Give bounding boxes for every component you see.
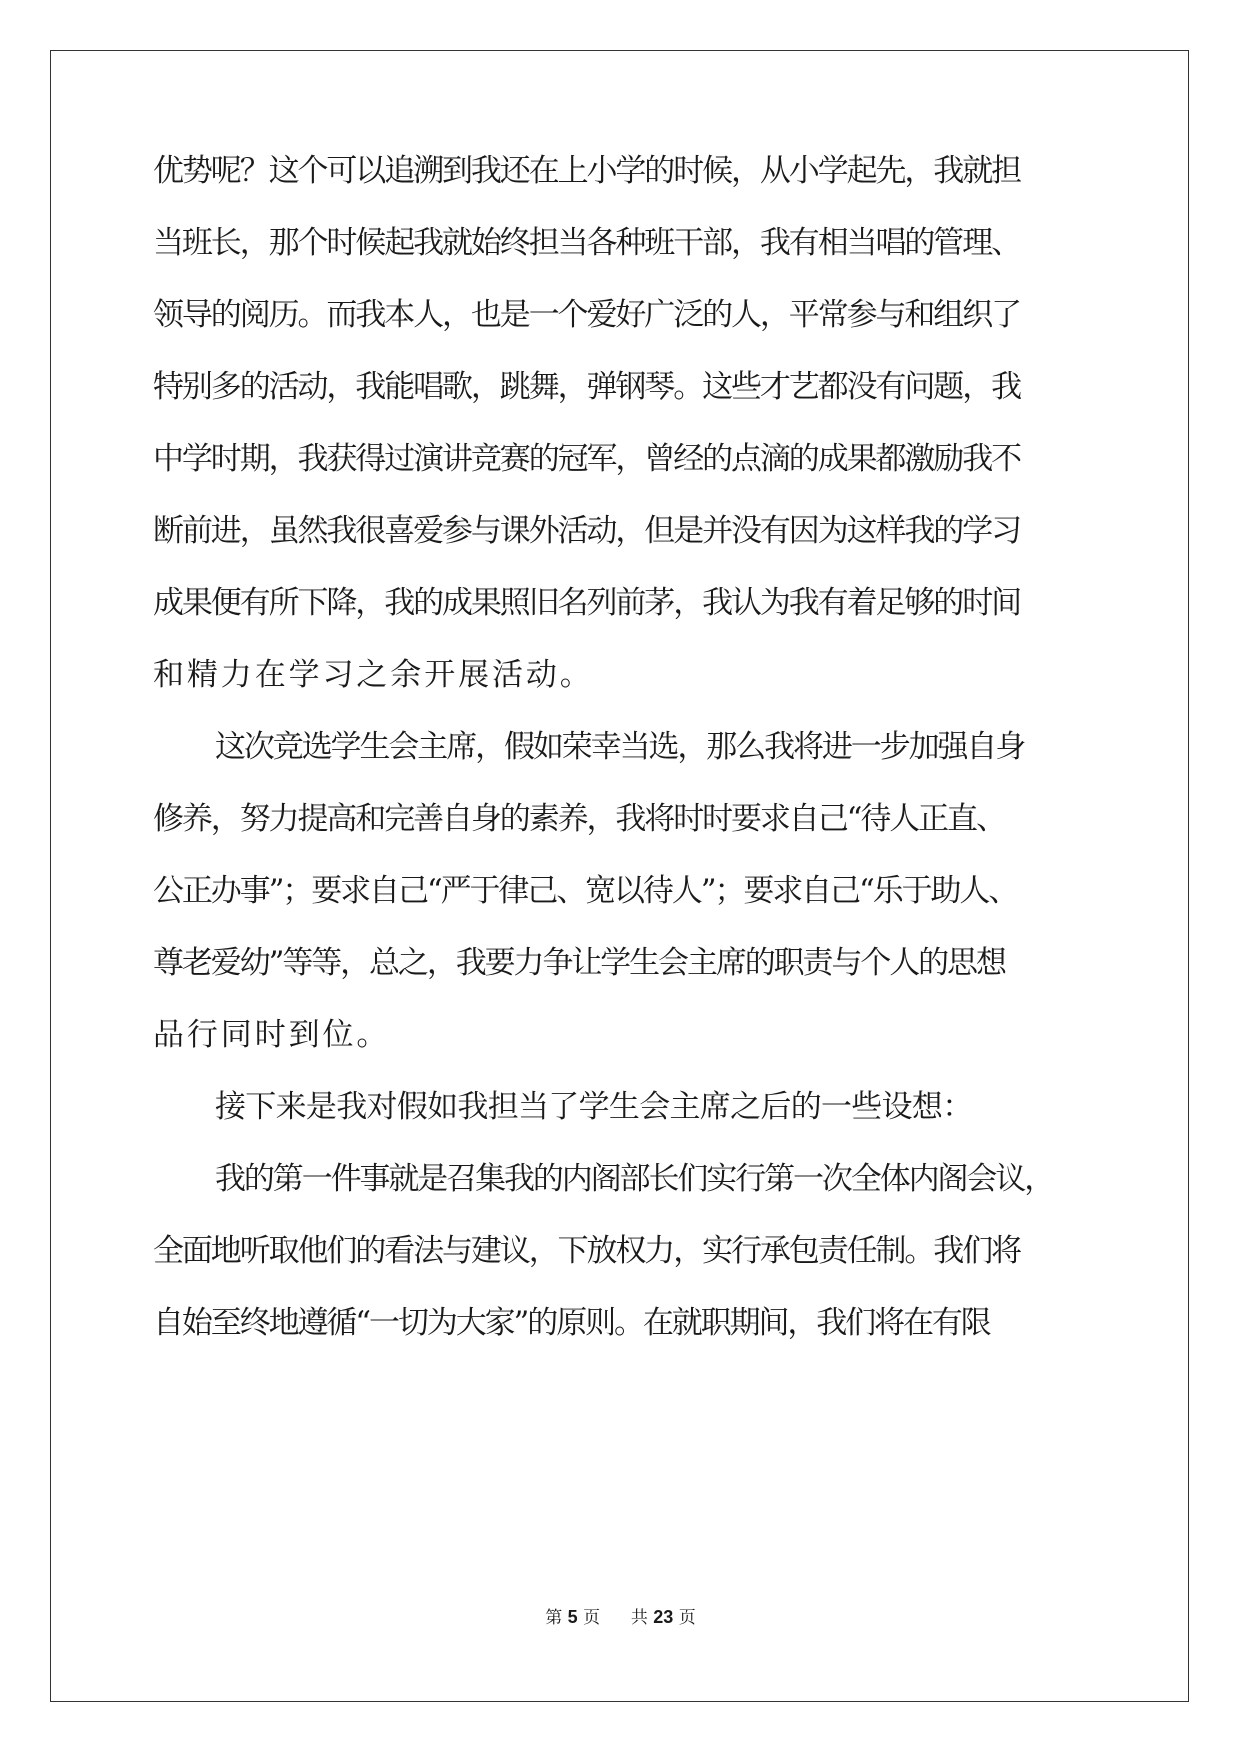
total-prefix: 共 [630, 1608, 648, 1628]
total-suffix: 页 [678, 1608, 696, 1628]
text-line: 品行同时到位。 [153, 1017, 391, 1053]
text-line: 特别多的活动，我能唱歌，跳舞，弹钢琴。这些才艺都没有问题，我 [153, 369, 1020, 405]
text-line: 修养，努力提高和完善自身的素养，我将时时要求自己“待人正直、 [153, 801, 1005, 837]
page-suffix: 页 [583, 1608, 601, 1628]
text-line: 中学时期，我获得过演讲竞赛的冠军，曾经的点滴的成果都激励我不 [153, 441, 1020, 477]
page-footer [0, 1606, 1241, 1629]
text-line: 全面地听取他们的看法与建议，下放权力，实行承包责任制。我们将 [153, 1233, 1020, 1269]
paragraph-start-line: 这次竞选学生会主席，假如荣幸当选，那么我将进一步加强自身 [215, 729, 1025, 765]
text-line: 优势呢？这个可以追溯到我还在上小学的时候，从小学起先，我就担 [153, 153, 1020, 189]
text-line: 自始至终地遵循“一切为大家”的原则。在就职期间，我们将在有限 [153, 1305, 990, 1341]
text-line: 断前进，虽然我很喜爱参与课外活动，但是并没有因为这样我的学习 [153, 513, 1020, 549]
page-number: 5 [567, 1607, 578, 1627]
text-line: 当班长，那个时候起我就始终担当各种班干部，我有相当唱的管理、 [153, 225, 1020, 261]
paragraph-start-line: 接下来是我对假如我担当了学生会主席之后的一些设想： [215, 1089, 973, 1125]
paragraph-start-line: 我的第一件事就是召集我的内阁部长们实行第一次全体内阁会议， [215, 1161, 1054, 1197]
page-prefix: 第 [545, 1608, 563, 1628]
text-line: 尊老爱幼”等等，总之，我要力争让学生会主席的职责与个人的思想 [153, 945, 1005, 981]
text-line: 和精力在学习之余开展活动。 [153, 657, 594, 693]
text-line: 成果便有所下降，我的成果照旧名列前茅，我认为我有着足够的时间 [153, 585, 1020, 621]
text-line: 公正办事”；要求自己“严于律己、宽以待人”；要求自己“乐于助人、 [153, 873, 1018, 909]
total-pages: 23 [653, 1607, 674, 1627]
text-line: 领导的阅历。而我本人，也是一个爱好广泛的人，平常参与和组织了 [153, 297, 1020, 333]
